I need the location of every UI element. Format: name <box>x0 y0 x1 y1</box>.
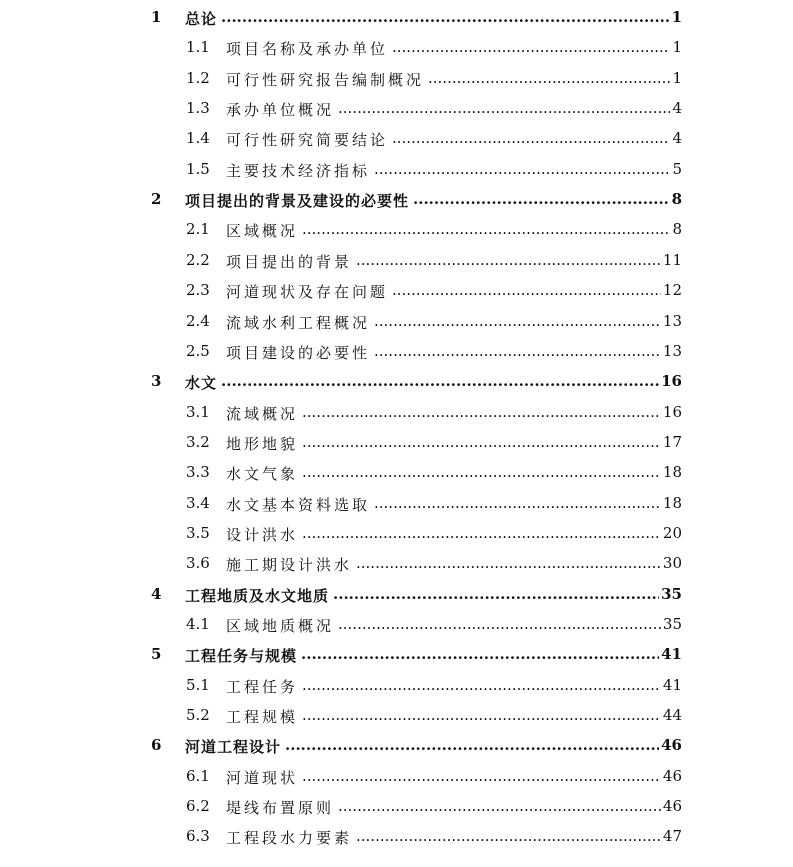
toc-dot-leader <box>374 312 661 330</box>
toc-number: 2.4 <box>186 311 210 330</box>
toc-section-entry[interactable] <box>148 676 682 700</box>
toc-number: 5 <box>151 645 162 664</box>
toc-dot-leader <box>338 99 670 117</box>
toc-number: 3.6 <box>186 554 210 573</box>
toc-section-entry[interactable] <box>148 403 682 427</box>
toc-title: 流域水利工程概况 <box>226 313 371 332</box>
toc-section-entry[interactable] <box>148 615 682 639</box>
toc-dot-leader <box>301 645 659 663</box>
toc-dot-leader <box>302 463 661 481</box>
toc-title: 流域概况 <box>226 404 299 423</box>
toc-section-entry[interactable] <box>148 433 682 457</box>
toc-dot-leader <box>285 736 659 754</box>
toc-title: 工程规模 <box>226 708 299 727</box>
toc-number: 3.2 <box>186 432 210 451</box>
toc-dot-leader <box>374 494 661 512</box>
toc-page-number: 13 <box>662 311 682 330</box>
toc-dot-leader <box>302 220 670 238</box>
toc-title: 设计洪水 <box>226 525 299 544</box>
toc-page-number: 41 <box>661 645 682 664</box>
toc-dot-leader <box>392 281 661 299</box>
toc-section-entry[interactable] <box>148 38 682 62</box>
toc-number: 3.4 <box>186 493 210 512</box>
toc-section-entry[interactable] <box>148 494 682 518</box>
toc-chapter-entry[interactable] <box>148 585 682 609</box>
toc-dot-leader <box>374 160 670 178</box>
toc-title: 主要技术经济指标 <box>226 161 371 180</box>
toc-section-entry[interactable] <box>148 99 682 123</box>
toc-page-number: 1 <box>672 68 682 87</box>
toc-title: 区域地质概况 <box>226 617 335 635</box>
toc-title: 项目建设的必要性 <box>226 343 371 362</box>
toc-chapter-entry[interactable] <box>148 190 682 214</box>
toc-dot-leader <box>338 615 661 633</box>
toc-dot-leader <box>338 797 661 815</box>
toc-number: 1.3 <box>186 99 210 118</box>
toc-number: 1.2 <box>186 68 210 87</box>
toc-page-number: 44 <box>662 706 682 725</box>
toc-title: 区域概况 <box>226 222 299 241</box>
toc-number: 3 <box>151 372 162 391</box>
toc-page-number: 17 <box>662 432 682 451</box>
toc-title: 工程地质及水文地质 <box>185 586 330 605</box>
toc-chapter-entry[interactable] <box>148 8 682 32</box>
toc-chapter-entry[interactable] <box>148 372 682 396</box>
toc-page-number: 18 <box>662 463 682 482</box>
toc-section-entry[interactable] <box>148 524 682 548</box>
toc-title: 项目名称及承办单位 <box>226 40 389 59</box>
toc-number: 4.1 <box>186 615 210 633</box>
toc-number: 1 <box>151 8 162 26</box>
toc-dot-leader <box>356 251 661 269</box>
toc-title: 水文气象 <box>226 465 299 484</box>
toc-dot-leader <box>374 342 661 360</box>
toc-section-entry[interactable] <box>148 827 682 851</box>
toc-page-number: 8 <box>672 220 682 239</box>
toc-page-number: 1 <box>672 38 682 57</box>
toc-page-number: 4 <box>672 129 682 148</box>
toc-dot-leader <box>302 767 661 785</box>
toc-section-entry[interactable] <box>148 554 682 578</box>
toc-title: 施工期设计洪水 <box>226 556 353 575</box>
toc-page-number: 11 <box>662 250 682 269</box>
toc-title: 河道工程设计 <box>185 738 282 757</box>
toc-page-number: 4 <box>672 99 682 118</box>
toc-number: 1.4 <box>186 129 210 148</box>
toc-section-entry[interactable] <box>148 706 682 730</box>
toc-number: 2.5 <box>186 341 210 360</box>
toc-title: 项目提出的背景 <box>226 252 353 271</box>
toc-chapter-entry[interactable] <box>148 736 682 760</box>
toc-page-number: 16 <box>661 372 682 391</box>
toc-number: 3.5 <box>186 523 210 542</box>
toc-section-entry[interactable] <box>148 767 682 791</box>
toc-page-number: 30 <box>662 554 682 573</box>
toc-chapter-entry[interactable] <box>148 645 682 669</box>
toc-dot-leader <box>356 827 661 845</box>
toc-title: 水文 <box>185 374 218 393</box>
toc-dot-leader <box>333 585 659 603</box>
toc-dot-leader <box>356 554 661 572</box>
toc-section-entry[interactable] <box>148 281 682 305</box>
toc-dot-leader <box>302 676 661 694</box>
toc-title: 堤线布置原则 <box>226 799 335 818</box>
toc-number: 3.1 <box>186 402 210 421</box>
toc-page-number: 8 <box>671 190 682 209</box>
toc-title: 可行性研究报告编制概况 <box>226 70 425 89</box>
toc-dot-leader <box>302 433 661 451</box>
toc-page-number: 35 <box>662 615 682 633</box>
toc-page-number: 46 <box>661 736 682 755</box>
toc-section-entry[interactable] <box>148 463 682 487</box>
toc-number: 6.3 <box>186 827 210 846</box>
toc-section-entry[interactable] <box>148 251 682 275</box>
toc-page-number: 12 <box>662 281 682 300</box>
toc-section-entry[interactable] <box>148 797 682 821</box>
toc-title: 河道现状及存在问题 <box>226 283 389 302</box>
toc-section-entry[interactable] <box>148 129 682 153</box>
toc-dot-leader <box>428 69 670 87</box>
toc-number: 6.1 <box>186 766 210 785</box>
toc-number: 2.2 <box>186 250 210 269</box>
toc-number: 2 <box>151 190 162 209</box>
toc-page-number: 20 <box>662 523 682 542</box>
toc-page-number: 41 <box>662 675 682 694</box>
toc-section-entry[interactable] <box>148 69 682 93</box>
toc-title: 工程段水力要素 <box>226 829 353 848</box>
toc-number: 6 <box>151 736 162 755</box>
toc-title: 工程任务与规模 <box>185 647 298 666</box>
toc-page-number: 16 <box>662 402 682 421</box>
toc-title: 河道现状 <box>226 768 299 787</box>
toc-title: 工程任务 <box>226 677 299 696</box>
toc-title: 总论 <box>185 10 218 28</box>
toc-page-number: 35 <box>661 584 682 603</box>
toc-dot-leader <box>221 8 670 26</box>
toc-number: 4 <box>151 584 162 603</box>
toc-number: 2.1 <box>186 220 210 239</box>
toc-page-number: 5 <box>672 159 682 178</box>
toc-page-number: 1 <box>671 8 682 26</box>
toc-section-entry[interactable] <box>148 312 682 336</box>
toc-title: 水文基本资料选取 <box>226 495 371 514</box>
toc-section-entry[interactable] <box>148 220 682 244</box>
toc-number: 3.3 <box>186 463 210 482</box>
toc-page-number: 47 <box>662 827 682 846</box>
toc-number: 6.2 <box>186 797 210 816</box>
toc-dot-leader <box>302 706 661 724</box>
toc-section-entry[interactable] <box>148 342 682 366</box>
toc-title: 项目提出的背景及建设的必要性 <box>185 192 410 211</box>
toc-title: 地形地貌 <box>226 434 299 453</box>
toc-page-number: 18 <box>662 493 682 512</box>
toc-title: 承办单位概况 <box>226 101 335 120</box>
toc-section-entry[interactable] <box>148 160 682 184</box>
toc-number: 1.1 <box>186 38 210 57</box>
toc-number: 1.5 <box>186 159 210 178</box>
toc-number: 5.1 <box>186 675 210 694</box>
toc-dot-leader <box>413 190 670 208</box>
toc-dot-leader <box>302 403 661 421</box>
toc-dot-leader <box>221 372 659 390</box>
toc-number: 5.2 <box>186 706 210 725</box>
toc-page-number: 46 <box>662 797 682 816</box>
toc-page-number: 46 <box>662 766 682 785</box>
toc-number: 2.3 <box>186 281 210 300</box>
toc-dot-leader <box>392 38 670 56</box>
toc-page-number: 13 <box>662 341 682 360</box>
toc-title: 可行性研究简要结论 <box>226 131 389 150</box>
toc-dot-leader <box>392 129 670 147</box>
toc-dot-leader <box>302 524 661 542</box>
